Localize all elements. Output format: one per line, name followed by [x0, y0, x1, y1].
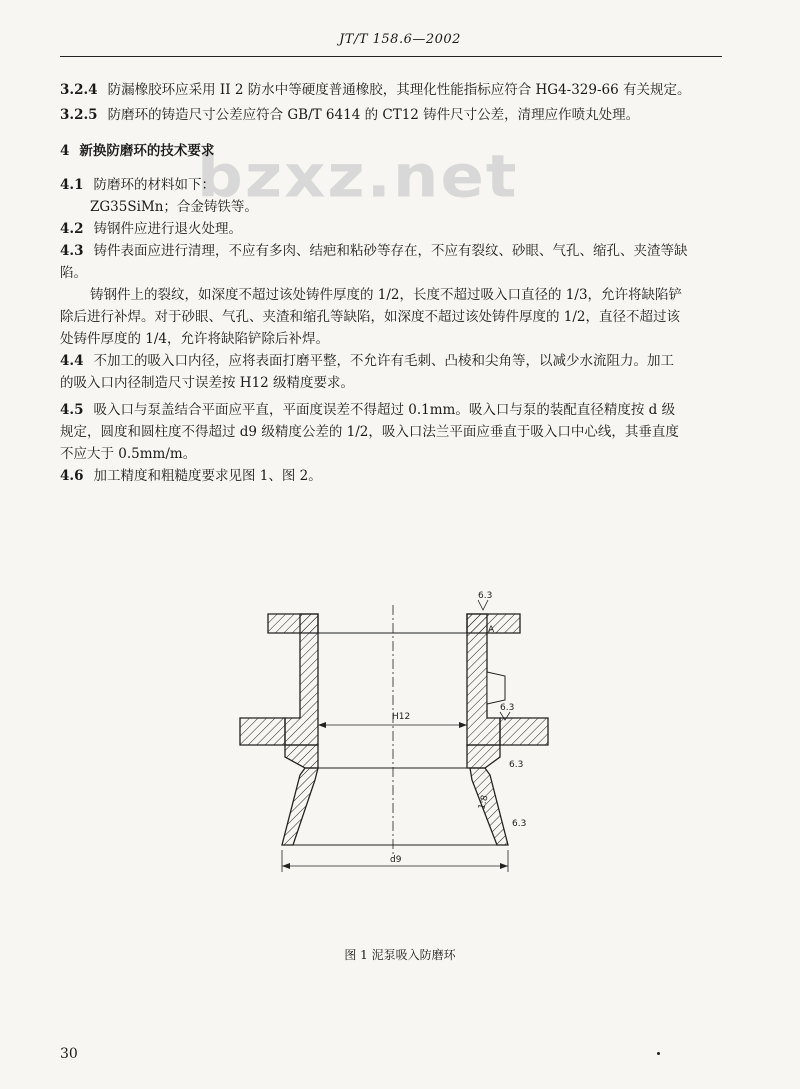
para-text: 加工精度和粗糙度要求见图 1、图 2。	[93, 468, 322, 484]
para-number: 4.5	[60, 402, 84, 418]
para-text: 铸钢件应进行退火处理。	[93, 221, 242, 237]
d9-tolerance-label: d9	[390, 855, 402, 865]
section-title: 新换防磨环的技术要求	[79, 143, 215, 159]
para-number: 4.3	[60, 243, 84, 259]
right-section	[467, 614, 548, 845]
para-4-5-end: 不应大于 0.5mm/m。	[60, 446, 197, 462]
watermark: bzxz.net	[197, 142, 519, 212]
para-4-3-cont: 陷。	[60, 265, 87, 281]
para-4-3-cracks-end: 处铸件厚度的 1/4，允许将缺陷铲除后补焊。	[60, 331, 330, 347]
para-4-4-cont: 的吸入口内径制造尺寸误差按 H12 级精度要求。	[60, 375, 355, 391]
roughness-label: 6.3	[478, 591, 493, 601]
para-number: 4.1	[60, 177, 84, 193]
para-4-3-cracks-cont: 除后进行补焊。对于砂眼、气孔、夹渣和缩孔等缺陷，如深度不超过该处铸件厚度的 1/2，直径不超过该	[60, 309, 681, 325]
para-4-5-cont: 规定，圆度和圆柱度不得超过 d9 级精度公差的 1/2，吸入口法兰平面应垂直于吸入口中心线，其垂直度	[60, 424, 679, 440]
para-number: 4.2	[60, 221, 84, 237]
footer-dot	[657, 1052, 660, 1055]
para-4-3-cracks: 铸钢件上的裂纹，如深度不超过该处铸件厚度的 1/2，长度不超过吸入口直径的 1/3，允许将缺陷铲	[90, 287, 683, 303]
left-section	[240, 614, 318, 845]
taper-ratio-label: 1:8	[477, 794, 491, 811]
para-4-1-materials: ZG35SiMn；合金铸铁等。	[90, 199, 258, 215]
para-text: 防磨环的铸造尺寸公差应符合 GB/T 6414 的 CT12 铸件尺寸公差，清理应作喷丸处理。	[107, 107, 640, 123]
roughness-label: 6.3	[500, 703, 515, 713]
para-text: 防漏橡胶环应采用 II 2 防水中等硬度普通橡胶，其理化性能指标应符合 HG4-329-66 有关规定。	[107, 82, 691, 98]
para-text: 吸入口与泵盖结合平面应平直，平面度误差不得超过 0.1mm。吸入口与泵的装配直径精度按 d 级	[93, 402, 676, 418]
h12-tolerance-label: H12	[392, 712, 411, 722]
para-number: 3.2.4	[60, 82, 98, 98]
para-number: 4.6	[60, 468, 84, 484]
page-number: 30	[60, 1046, 78, 1062]
para-text: 不加工的吸入口内径，应将表面打磨平整，不允许有毛刺、凸棱和尖角等，以减少水流阻力。加工	[93, 353, 674, 369]
roughness-label: 6.3	[509, 760, 524, 770]
para-text: 铸件表面应进行清理，不应有多肉、结疤和粘砂等存在，不应有裂纹、砂眼、气孔、缩孔、夹渣等缺	[93, 243, 688, 259]
bore-dimension	[318, 712, 467, 728]
para-number: 3.2.5	[60, 107, 98, 123]
bottom-dimension	[282, 850, 508, 872]
section-number: 4	[60, 143, 70, 159]
para-number: 4.4	[60, 353, 84, 369]
para-text: 防磨环的材料如下：	[93, 177, 215, 193]
figure-caption: 图 1 泥泵吸入防磨环	[344, 948, 456, 962]
datum-label: A	[488, 625, 495, 635]
running-header: JT/T 158.6—2002	[339, 32, 461, 47]
roughness-label: 6.3	[512, 819, 527, 829]
